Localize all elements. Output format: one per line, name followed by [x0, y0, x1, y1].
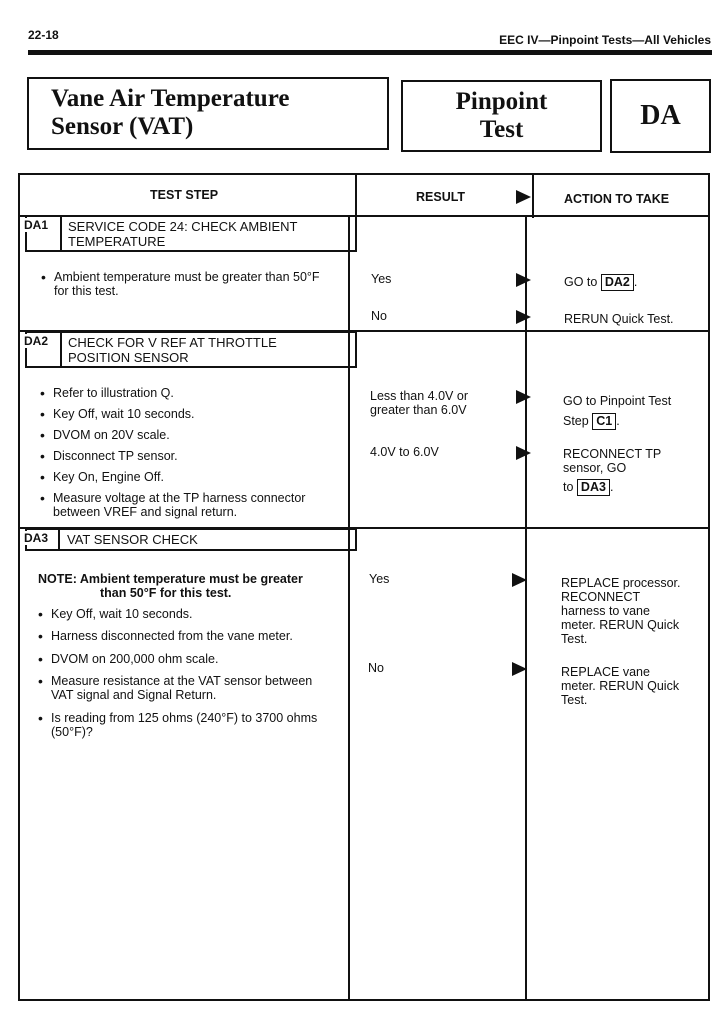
da3-note-line1: NOTE: Ambient temperature must be greater: [38, 572, 303, 586]
title-line-2: Sensor (VAT): [51, 113, 194, 140]
arrow-icon: [516, 273, 531, 287]
step-title-da2: [68, 335, 277, 365]
da3-action-yes-line3: harness to vane: [561, 604, 650, 618]
pinpoint-test-box: [401, 80, 602, 152]
da1-bullet-1-line2: for this test.: [54, 284, 119, 298]
test-label: Test: [479, 116, 524, 143]
da3-bullet-4: [51, 674, 312, 702]
da3-action-yes: [561, 576, 681, 646]
title-box: [27, 77, 389, 150]
da3-action-no: [561, 665, 679, 707]
da2-bullet-2: • Key Off, wait 10 seconds.: [53, 407, 195, 421]
da2-action-2-prefix: to: [563, 480, 574, 494]
divider-step-header: [355, 174, 357, 218]
da3-action-yes-line5: Test.: [561, 632, 588, 646]
da2-bullet-6-line2: between VREF and signal return.: [53, 505, 238, 519]
header-rule: [28, 50, 712, 55]
da3-bullet-2: • Harness disconnected from the vane meter.: [51, 629, 293, 643]
step-title-da1: [68, 219, 298, 249]
da3-bullet-3: • DVOM on 200,000 ohm scale.: [51, 652, 218, 666]
arrow-icon: [512, 662, 527, 676]
da2-result-1-line2: greater than 6.0V: [370, 403, 467, 417]
da2-action-1-suffix: .: [616, 414, 620, 428]
da1-bullet-1: [54, 270, 320, 298]
da2-bullet-4: • Disconnect TP sensor.: [53, 449, 178, 463]
da1-action-yes-prefix: GO to: [564, 275, 598, 289]
da2-bullet-1: • Refer to illustration Q.: [53, 386, 174, 400]
da2-bullet-3: • DVOM on 20V scale.: [53, 428, 170, 442]
da2-action-1-line2: [563, 411, 671, 431]
da1-action-no: RERUN Quick Test.: [564, 312, 674, 326]
da3-action-no-line3: Test.: [561, 693, 588, 707]
divider-result-header: [532, 174, 534, 218]
da3-note-line2: than 50°F for this test.: [100, 586, 232, 600]
da3-bullet-5-line2: (50°F)?: [51, 725, 93, 739]
da3-result-yes: Yes: [369, 572, 390, 586]
da1-result-no: No: [371, 309, 387, 323]
da2-action-1-prefix: Step: [563, 414, 589, 428]
da1-result-yes: Yes: [371, 272, 392, 286]
da2-bullet-6-line1: • Measure voltage at the TP harness connector: [53, 491, 306, 505]
arrow-icon: [516, 190, 531, 204]
step-title-da2-line2: POSITION SENSOR: [68, 350, 189, 365]
da3-action-yes-line1: REPLACE processor.: [561, 576, 681, 590]
da2-action-2-line2: sensor, GO: [563, 461, 627, 475]
da3-bullet-5-line1: • Is reading from 125 ohms (240°F) to 3700 ohms: [51, 711, 318, 725]
da2-action-2-line1: RECONNECT TP: [563, 447, 662, 461]
da3-bullet-4-line2: VAT signal and Signal Return.: [51, 688, 217, 702]
step-id-divider-da2: [60, 331, 62, 368]
da3-action-no-line2: meter. RERUN Quick: [561, 679, 680, 693]
arrow-icon: [516, 310, 531, 324]
step-title-da1-line2: TEMPERATURE: [68, 234, 166, 249]
step-id-da3: DA3: [24, 531, 49, 545]
da2-result-2: 4.0V to 6.0V: [370, 445, 439, 459]
step-id-divider-da1: [60, 215, 62, 252]
da3-bullet-4-line1: • Measure resistance at the VAT sensor between: [51, 674, 313, 688]
arrow-icon: [516, 446, 531, 460]
da2-result-1-line1: Less than 4.0V or: [370, 389, 468, 403]
divider-result-action: [525, 216, 527, 1000]
da2-result-1: [370, 389, 468, 417]
header-action: ACTION TO TAKE: [564, 192, 670, 206]
step-id-divider-da3: [58, 528, 60, 551]
da2-action-1: [563, 391, 671, 431]
da3-action-no-line1: REPLACE vane: [561, 665, 650, 679]
step-id-da2: DA2: [24, 334, 49, 348]
step-title-da3: VAT SENSOR CHECK: [67, 532, 198, 547]
header-result: RESULT: [416, 190, 466, 204]
header-test-step: TEST STEP: [150, 188, 219, 202]
da2-action-1-line1: GO to Pinpoint Test: [563, 394, 672, 408]
pinpoint-label: Pinpoint: [455, 88, 548, 115]
da2-bullet-5: • Key On, Engine Off.: [53, 470, 164, 484]
da3-result-no: No: [368, 661, 384, 675]
da3-note: [38, 572, 303, 600]
running-head: EEC IV—Pinpoint Tests—All Vehicles: [499, 33, 711, 47]
da1-bullet-1-line1: • Ambient temperature must be greater than 50°F: [54, 270, 320, 284]
da2-action-2-suffix: .: [609, 480, 614, 494]
da1-action-yes-ref: DA2: [601, 274, 634, 291]
da2-action-2: [563, 447, 661, 496]
da1-action-yes: [564, 274, 637, 291]
da1-action-yes-suffix: .: [633, 275, 638, 289]
arrow-icon: [512, 573, 527, 587]
da3-action-yes-line2: RECONNECT: [561, 590, 641, 604]
test-code-box: [610, 79, 711, 153]
da2-bullet-6: [53, 491, 305, 519]
arrow-icon: [516, 390, 531, 404]
da3-bullet-1: • Key Off, wait 10 seconds.: [51, 607, 193, 621]
step-title-da2-line1: CHECK FOR V REF AT THROTTLE: [68, 335, 277, 350]
page-number: 22-18: [28, 28, 59, 42]
da2-action-2-ref: DA3: [577, 479, 610, 496]
da3-bullet-5: [51, 711, 317, 739]
step-id-da1: DA1: [24, 218, 49, 232]
step-title-da1-line1: SERVICE CODE 24: CHECK AMBIENT: [68, 219, 298, 234]
test-code: DA: [640, 100, 681, 131]
title-line-1: Vane Air Temperature: [51, 85, 290, 112]
da3-action-yes-line4: meter. RERUN Quick: [561, 618, 680, 632]
da2-action-2-line3: [563, 479, 661, 496]
da2-action-1-ref: C1: [592, 413, 616, 430]
